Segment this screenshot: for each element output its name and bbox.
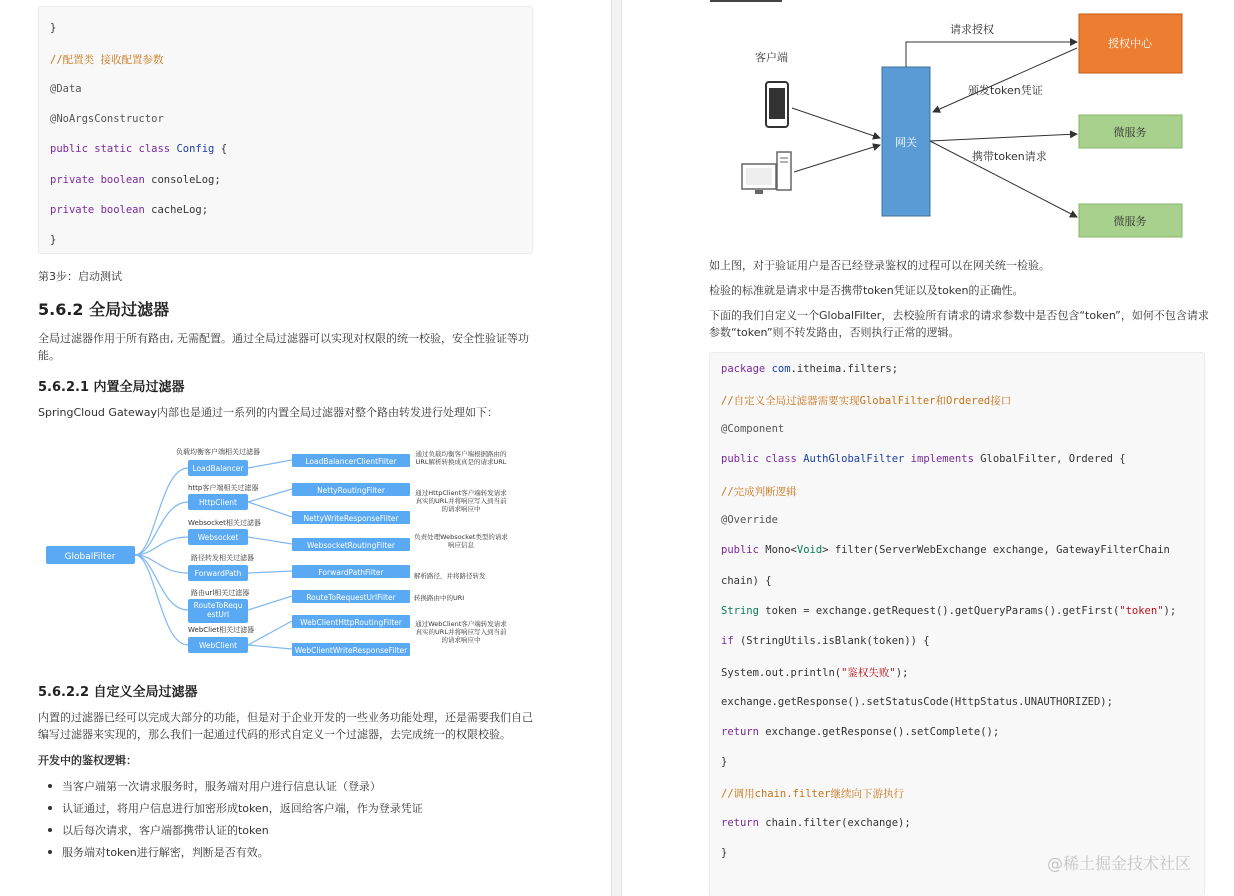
heading-5621: 5.6.2.1 内置全局过滤器 [38,380,185,395]
code-line: @Override [721,514,778,526]
client-label: 客户端 [755,51,788,64]
list-item: 当客户端第一次请求服务时，服务端对用户进行信息认证（登录） [62,780,381,793]
watermark: @稀土掘金技术社区 [1047,854,1192,873]
group-node-label: ForwardPath [194,569,242,578]
code-line: chain) { [721,575,772,587]
filter-note: 通过HttpClient客户端转发请求真实的URL并将响应写入到当前的请求响应中 [415,489,507,513]
code-line: private boolean consoleLog; [50,174,221,186]
filter-note: 转换路由中的URI [414,594,465,602]
paragraph-1: 如上图，对于验证用户是否已经登录鉴权的过程可以在网关统一检验。 [709,259,1050,272]
paragraph-2: 检验的标准就是请求中是否携带token凭证以及token的正确性。 [709,284,1024,297]
filter-label: NettyRoutingFilter [317,486,385,495]
page-gutter [611,0,622,896]
code-line: System.out.println("鉴权失败"); [721,667,909,679]
left-page [0,0,611,896]
heading-5622: 5.6.2.2 自定义全局过滤器 [38,685,198,700]
code-block-config [38,6,533,254]
phone-icon [766,82,788,127]
gateway-label: 网关 [895,136,917,149]
code-line: //自定义全局过滤器需要实现GlobalFilter和Ordered接口 [721,395,1012,407]
filter-note: 解析路径，并将路径转发 [414,572,486,580]
code-line: @NoArgsConstructor [50,113,164,125]
right-page [622,0,1234,896]
step3-text: 第3步：启动测试 [38,270,122,283]
code-line: String token = exchange.getRequest().getQueryParams().getFirst("token"); [721,605,1177,617]
filter-label: NettyWriteResponseFilter [303,514,399,523]
paragraph-5622-line1: 内置的过滤器已经可以完成大部分的功能，但是对于企业开发的一些业务功能处理，还是需要我们自己 [38,711,533,724]
list-item: 以后每次请求，客户端都携带认证的token [62,824,269,837]
code-line: //配置类 接收配置参数 [50,54,164,66]
top-rule [710,0,782,2]
microservice-label: 微服务 [1113,215,1147,228]
group-caption: 路由url相关过滤器 [191,589,250,597]
filter-label: WebsocketRoutingFilter [307,541,395,550]
code-line: private boolean cacheLog; [50,204,209,216]
code-line: return chain.filter(exchange); [721,817,911,829]
list-item: 认证通过，将用户信息进行加密形成token，返回给客户端，作为登录凭证 [62,802,423,815]
filter-note: 通过负载均衡客户端根据路由的URL解析转换成真是的请求URL [415,450,507,466]
group-node-label: HttpClient [199,498,237,507]
group-caption: Websocket相关过滤器 [188,519,261,527]
code-line: //调用chain.filter继续向下游执行 [721,788,905,800]
code-line: } [50,22,57,34]
code-line: @Data [50,83,82,95]
code-block-auth-filter [709,352,1205,896]
group-node-label: RouteToRequestUrl [193,601,243,619]
filter-note: 通过WebClient客户端转发请求真实的URL并将响应写入到当前的请求响应中 [415,620,507,644]
paragraph-5621: SpringCloud Gateway内部也是通过一系列的内置全局过滤器对整个路由转发进行处理如下： [38,406,499,419]
code-line: } [721,847,728,859]
code-line: return exchange.getResponse().setComplete(); [721,726,1000,738]
code-line: } [721,756,728,768]
group-node-label: WebClient [198,641,238,650]
code-line: if (StringUtils.isBlank(token)) { [721,635,930,647]
paragraph-562-line1: 全局过滤器作用于所有路由, 无需配置。通过全局过滤器可以实现对权限的统一校验，安全性验证等功 [38,332,529,345]
code-line: @Component [721,423,785,435]
group-caption: http客户端相关过滤器 [188,484,259,492]
code-line: exchange.getResponse().setStatusCode(HttpStatus.UNAUTHORIZED); [721,696,1113,708]
code-line: //完成判断逻辑 [721,486,797,498]
group-caption: WebCliet相关过滤器 [188,626,255,634]
filter-label: WebClientHttpRoutingFilter [300,618,402,627]
auth-center-label: 授权中心 [1108,37,1152,50]
request-auth-label: 请求授权 [950,23,994,36]
paragraph-562-line2: 能。 [38,349,60,362]
desktop-icon [742,152,791,194]
bold-label: 开发中的鉴权逻辑： [38,754,137,767]
list-item: 服务端对token进行解密，判断是否有效。 [62,846,269,859]
filter-label: RouteToRequestUrlFilter [306,593,396,602]
code-line: } [50,234,57,246]
code-line: package com.itheima.filters; [721,363,899,375]
issue-token-label: 颁发token凭证 [968,84,1043,97]
mindmap-root-label: GlobalFilter [64,552,116,562]
group-caption: 负载均衡客户端相关过滤器 [176,448,260,456]
code-line: public static class Config { [50,143,228,155]
heading-562: 5.6.2 全局过滤器 [38,300,170,319]
carry-token-label: 携带token请求 [972,150,1047,163]
group-caption: 路径转发相关过滤器 [191,554,254,562]
microservice-label: 微服务 [1113,126,1147,139]
group-node-label: Websocket [197,533,239,542]
paragraph-3-line1: 下面的我们自定义一个GlobalFilter，去校验所有请求的请求参数中是否包含“token”，如何不包含请求 [709,309,1209,322]
filter-label: LoadBalancerClientFilter [305,457,397,466]
code-line: public Mono<Void> filter(ServerWebExchange exchange, GatewayFilterChain [721,544,1170,556]
filter-label: ForwardPathFilter [318,568,384,577]
filter-note: 负责处理Websocket类型的请求响应信息 [414,533,508,549]
filter-label: WebClientWriteResponseFilter [294,646,408,655]
global-filter-mindmap [40,440,510,662]
paragraph-3-line2: 参数“token”则不转发路由，否则执行正常的逻辑。 [709,326,960,339]
group-node-label: LoadBalancer [192,464,244,473]
gateway-auth-diagram [722,4,1202,244]
code-line: public class AuthGlobalFilter implements GlobalFilter, Ordered { [721,453,1126,465]
paragraph-5622-line2: 编写过滤器来实现的，那么我们一起通过代码的形式自定义一个过滤器，去完成统一的权限校验。 [38,728,511,741]
